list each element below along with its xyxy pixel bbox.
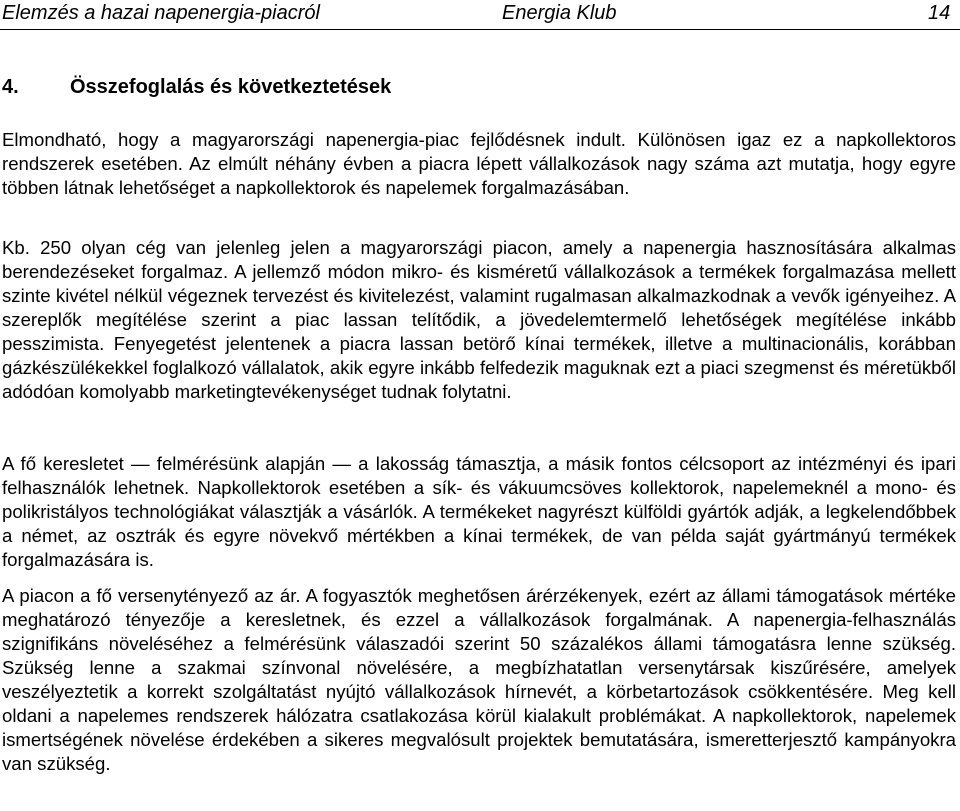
- section-heading: [2, 74, 391, 100]
- paragraph: A fő keresletet — felmérésünk alapján — a lakosság támasztja, a másik fontos célcsoport az intézményi és ipari felhasználók lehetnek. Napkollektorok esetében a sík- és vákuumcsöves kollektorok, napelemeknél a mono- és polikristályos technológiákat választják a vásárlók. A termékeket nagyrészt külföldi gyártók adják, a legkelendőbbek a német, az osztrák és egyre növekvő mértékben a kínai termékek, de van példa saját gyártmányú termékek forgalmazására is.: [2, 453, 956, 570]
- header-divider: [0, 29, 960, 30]
- page-number: 14: [928, 2, 951, 24]
- paragraph: Kb. 250 olyan cég van jelenleg jelen a magyarországi piacon, amely a napenergia hasznosítására alkalmas berendezéseket forgalmaz. A jellemző módon mikro- és kisméretű vállalkozások a termékek forgalmazása mellett szinte kivétel nélkül végeznek tervezést és kivitelezést, valamint rugalmasan alkalmazkodnak a vevők igényeihez. A szereplők megítélése szerint a piac lassan telítődik, a jövedelemtermelő lehetőségek megítélése inkább pesszimista. Fenyegetést jelentenek a piacra lassan betörő kínai termékek, illetve a multinacionális, korábban gázkészülékekkel foglalkozó vállalatok, akik egyre inkább felfedezik maguknak ezt a piaci szegmenst és méretükből adódóan komolyabb marketingtevékenységet tudnak folytatni.: [2, 237, 956, 402]
- page-header: [0, 0, 960, 26]
- section-title: Összefoglalás és következtetések: [70, 76, 392, 98]
- section-number: 4.: [2, 76, 19, 98]
- paragraph: A piacon a fő versenytényező az ár. A fogyasztók meghetősen árérzékenyek, ezért az állami támogatások mértéke meghatározó tényezője a keresletnek, és ezzel a vállalkozások forgalmának. A napenergia-felhasználás szignifikáns növeléséhez a felmérésünk válaszadói szerint 50 százalékos állami támogatásra lenne szükség. Szükség lenne a szakmai színvonal növelésére, a megbízhatatlan versenytársak kiszűrésére, amelyek veszélyeztetik a korrekt szolgáltatást nyújtó vállalkozások hírnevét, a körbetartozások csökkentésére. Meg kell oldani a napelemes rendszerek hálózatra csatlakozása körül kialakult problémákat. A napkollektorok, napelemek ismertségének növelése érdekében a sikeres megvalósult projektek bemutatására, ismeretterjesztő kampányokra van szükség.: [2, 585, 956, 774]
- paragraph: Elmondható, hogy a magyarországi napenergia-piac fejlődésnek indult. Különösen igaz ez a napkollektoros rendszerek esetében. Az elmúlt néhány évben a piacra lépett vállalkozások nagy száma azt mutatja, hogy egyre többen látnak lehetőséget a napkollektorok és napelemek forgalmazásában.: [2, 129, 956, 198]
- document-title: Elemzés a hazai napenergia-piacról: [2, 2, 320, 24]
- publisher-name: Energia Klub: [502, 2, 617, 24]
